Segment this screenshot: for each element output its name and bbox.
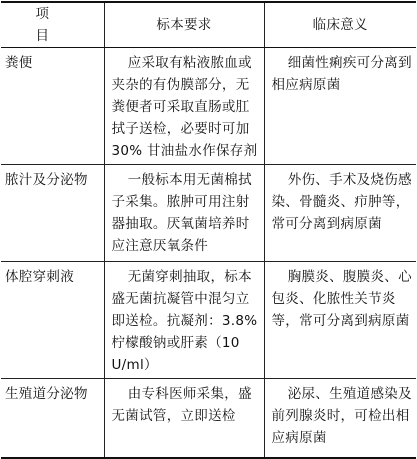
table-row [1, 48, 416, 165]
row-requirement: 一般标本用无菌棉拭子采集。脓肿可用注射器抽取。厌氧菌培养时应注意厌氧条件 [104, 165, 264, 262]
row-significance: 胸膜炎、腹膜炎、心包炎、化脓性关节炎等，常可分离到病原菌 [264, 262, 416, 379]
row-significance: 泌尿、生殖道感染及前列腺炎时，可检出相应病原菌 [264, 379, 416, 459]
row-requirement: 由专科医师采集，盛无菌试管，立即送检 [104, 379, 264, 459]
row-significance: 外伤、手术及烧伤感染、骨髓炎、疖肿等，常可分离到病原菌 [264, 165, 416, 262]
header-significance: 临床意义 [264, 2, 416, 48]
table-row [1, 262, 416, 379]
specimen-table [1, 1, 416, 459]
row-item: 生殖道分泌物 [1, 379, 104, 459]
row-item: 粪便 [1, 48, 104, 165]
row-item: 脓汁及分泌物 [1, 165, 104, 262]
table-row [1, 379, 416, 459]
row-significance: 细菌性痢疾可分离到相应病原菌 [264, 48, 416, 165]
header-item: 项 目 [1, 2, 104, 48]
row-requirement: 无菌穿刺抽取，标本盛无菌抗凝管中混匀立即送检。抗凝剂：3.8% 柠檬酸钠或肝素（10 U/ml） [104, 262, 264, 379]
header-requirement: 标本要求 [104, 2, 264, 48]
table-header-row [1, 2, 416, 48]
table-row [1, 165, 416, 262]
row-item: 体腔穿刺液 [1, 262, 104, 379]
row-requirement: 应采取有粘液脓血或夹杂的有伪膜部分，无粪便者可采取直肠或肛拭子送检，必要时可加 30% 甘油盐水作保存剂 [104, 48, 264, 165]
